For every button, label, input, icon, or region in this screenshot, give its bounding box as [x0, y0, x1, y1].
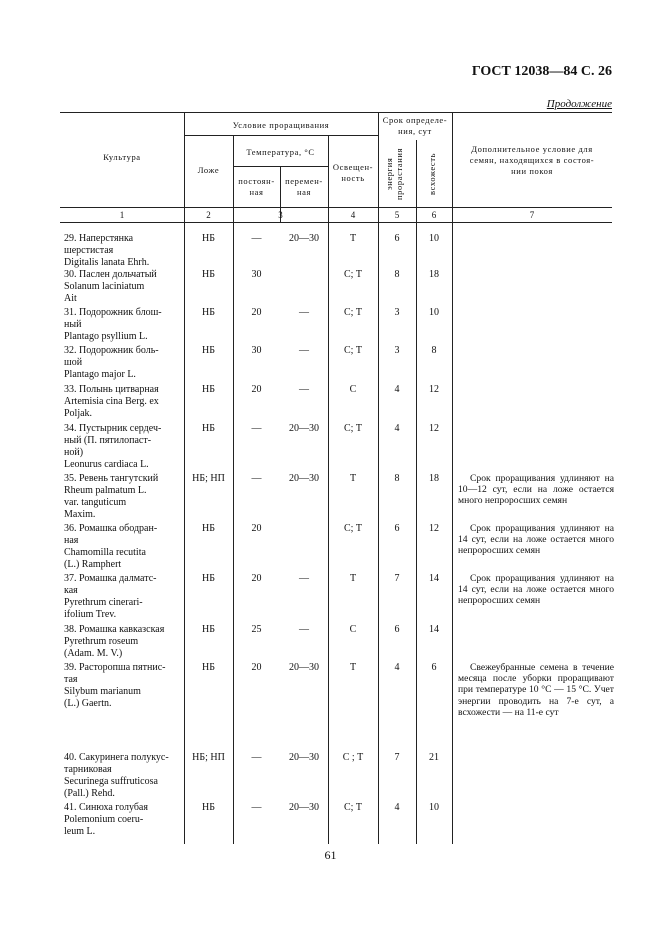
note-paragraph: Срок проращивания удлиняют на 14 сут, если на ложе остается много непроросших семян	[458, 523, 614, 557]
culture-name-line: 30. Паслен дольчатый	[64, 269, 157, 280]
lighting-cell: С; Т	[343, 523, 363, 534]
lighting-cell: Т	[349, 573, 357, 584]
culture-name-line: (Pall.) Rehd.	[64, 788, 115, 799]
culture-name-line: var. tanguticum	[64, 497, 127, 508]
constant-temp-cell: 20	[251, 307, 262, 318]
culture-name-line: 41. Синюха голубая	[64, 802, 148, 813]
bed-cell: НБ	[202, 384, 215, 395]
germination-days-cell: 12	[429, 423, 439, 434]
culture-name	[64, 423, 184, 471]
constant-header: постоян- ная	[238, 176, 275, 197]
germination-days-cell: 21	[429, 752, 439, 763]
constant-temp-cell: 30	[251, 269, 262, 280]
culture-name-line: 37. Ромашка далматс-	[64, 573, 157, 584]
energy-days-cell: 4	[394, 384, 400, 395]
bed-cell: НБ	[202, 307, 215, 318]
bed-cell: НБ; НП	[192, 752, 225, 763]
culture-name-line: Polemonium coeru-	[64, 814, 144, 825]
culture-name-line: 34. Пустырник сердеч-	[64, 423, 162, 434]
culture-name-line: Artemisia cina Berg. ex	[64, 396, 159, 407]
temperature-header: Температура, °С	[246, 147, 315, 157]
energy-days-cell: 8	[394, 473, 400, 484]
col-number-4: 4	[350, 210, 356, 220]
culture-name-line: Digitalis lanata Ehrh.	[64, 257, 150, 268]
bed-cell: НБ	[202, 233, 215, 244]
constant-temp-cell: —	[251, 423, 262, 434]
culture-name-line: Silybum marianum	[64, 686, 141, 697]
culture-header: Культура	[103, 152, 141, 162]
culture-name	[64, 233, 184, 269]
culture-name	[64, 662, 184, 710]
culture-name-line: Pyrethrum cinerari-	[64, 597, 143, 608]
constant-temp-cell: 20	[251, 384, 262, 395]
culture-name-line: Leonurus cardiaca L.	[64, 459, 149, 470]
extra-condition-note	[458, 573, 614, 607]
document-title: ГОСТ 12038—84 С. 26	[471, 64, 612, 79]
germination-days-cell: 10	[429, 802, 439, 813]
col-number-1: 1	[119, 210, 125, 220]
culture-name-line: (Adam. M. V.)	[64, 648, 123, 659]
culture-name-line: 38. Ромашка кавказская	[64, 624, 165, 635]
energy-days-cell: 7	[394, 573, 400, 584]
energy-days-cell: 3	[394, 307, 400, 318]
germination-days-cell: 8	[431, 345, 437, 356]
germination-days-cell: 10	[429, 307, 439, 318]
lighting-cell: С ; Т	[342, 752, 364, 763]
culture-name-line: Maxim.	[64, 509, 96, 520]
energy-days-cell: 4	[394, 423, 400, 434]
bed-cell: НБ	[202, 662, 215, 673]
bed-cell: НБ	[202, 423, 215, 434]
variable-temp-cell: 20—30	[289, 802, 319, 813]
culture-name-line: 40. Сакуринега полукус-	[64, 752, 169, 763]
energy-header: энергия прорастания	[384, 147, 404, 201]
culture-name-line: leum L.	[64, 826, 96, 837]
energy-days-cell: 4	[394, 662, 400, 673]
extra-condition-header: Дополнительное условие для семян, находящихся в состоя- нии покоя	[469, 144, 595, 176]
variable-temp-cell: —	[299, 573, 309, 584]
lighting-cell: С	[349, 384, 357, 395]
bed-header: Ложе	[197, 165, 220, 175]
lighting-cell: Т	[349, 662, 357, 673]
germination-days-cell: 18	[429, 269, 439, 280]
constant-temp-cell: —	[251, 802, 262, 813]
energy-days-cell: 3	[394, 345, 400, 356]
culture-name-line: Chamomilla recutita	[64, 547, 146, 558]
culture-name-line: Rheum palmatum L.	[64, 485, 147, 496]
bed-cell: НБ	[202, 269, 215, 280]
culture-name	[64, 307, 184, 343]
constant-temp-cell: 20	[251, 523, 262, 534]
culture-name-line: Pyrethrum roseum	[64, 636, 139, 647]
col-number-6: 6	[431, 210, 437, 220]
culture-name	[64, 473, 184, 521]
data-table	[60, 112, 612, 844]
lighting-cell: Т	[349, 473, 357, 484]
variable-temp-cell: 20—30	[289, 662, 319, 673]
culture-name-line: 29. Наперстянка	[64, 233, 134, 244]
term-header: Срок определе- ния, сут	[382, 115, 448, 136]
col-number-5: 5	[394, 210, 400, 220]
germination-days-cell: 10	[429, 233, 439, 244]
culture-name-line: кая	[64, 585, 78, 596]
note-paragraph: Срок проращивания удлиняют на 10—12 сут, если на ложе остается много непроросших семян	[458, 473, 614, 507]
energy-days-cell: 8	[394, 269, 400, 280]
variable-temp-cell: —	[299, 345, 309, 356]
col-number-2: 2	[206, 210, 211, 220]
germination-days-cell: 12	[429, 523, 439, 534]
lighting-cell: С	[349, 624, 357, 635]
constant-temp-cell: —	[251, 473, 262, 484]
bed-cell: НБ	[202, 345, 215, 356]
germination-header: Условие проращивания	[232, 120, 330, 130]
energy-days-cell: 6	[394, 233, 400, 244]
culture-name-line: Plantago psyllium L.	[64, 331, 148, 342]
note-paragraph: Срок проращивания удлиняют на 14 сут, если на ложе остается много непроросших семян	[458, 573, 614, 607]
culture-name-line: 32. Подорожник боль-	[64, 345, 159, 356]
culture-name-line: Ait	[64, 293, 77, 304]
variable-temp-cell: 20—30	[289, 233, 319, 244]
culture-name-line: (L.) Ramphert	[64, 559, 122, 570]
energy-days-cell: 6	[394, 523, 400, 534]
col-number-7: 7	[529, 210, 535, 220]
culture-name	[64, 573, 184, 621]
page-number: 61	[324, 848, 337, 862]
constant-temp-cell: 25	[251, 624, 262, 635]
lighting-cell: Т	[349, 233, 357, 244]
lighting-cell: С; Т	[343, 345, 363, 356]
germination-days-cell: 14	[429, 573, 439, 584]
continuation-label: Продолжение	[546, 98, 612, 110]
extra-condition-note	[458, 662, 614, 718]
culture-name	[64, 269, 184, 305]
lighting-cell: С; Т	[343, 269, 363, 280]
germ-header: всхожесть	[427, 152, 437, 196]
germination-days-cell: 14	[429, 624, 439, 635]
constant-temp-cell: 20	[251, 662, 262, 673]
culture-name	[64, 345, 184, 381]
bed-cell: НБ	[202, 624, 215, 635]
constant-temp-cell: 20	[251, 573, 262, 584]
germination-days-cell: 18	[429, 473, 439, 484]
variable-temp-cell: —	[299, 384, 309, 395]
lighting-cell: С; Т	[343, 423, 363, 434]
variable-header: перемен- ная	[285, 176, 323, 197]
culture-name	[64, 752, 184, 800]
energy-days-cell: 6	[394, 624, 400, 635]
culture-name	[64, 523, 184, 571]
energy-days-cell: 7	[394, 752, 400, 763]
extra-condition-note	[458, 523, 614, 557]
col-number-3: 3	[278, 210, 283, 220]
germination-days-cell: 6	[431, 662, 437, 673]
extra-condition-note	[458, 473, 614, 507]
culture-name	[64, 384, 184, 420]
culture-name-line: (L.) Gaertn.	[64, 698, 112, 709]
culture-name-line: 33. Полынь цитварная	[64, 384, 159, 395]
energy-days-cell: 4	[394, 802, 400, 813]
variable-temp-cell: 20—30	[289, 423, 319, 434]
culture-name-line: 35. Ревень тангутский	[64, 473, 159, 484]
bed-cell: НБ	[202, 802, 215, 813]
bed-cell: НБ	[202, 523, 215, 534]
culture-name-line: 36. Ромашка ободран-	[64, 523, 158, 534]
constant-temp-cell: —	[251, 233, 262, 244]
culture-name-line: Plantago major L.	[64, 369, 136, 380]
culture-name-line: тарниковая	[64, 764, 112, 775]
bed-cell: НБ; НП	[192, 473, 225, 484]
culture-name-line: ная	[64, 535, 79, 546]
culture-name-line: ный	[64, 319, 82, 330]
culture-name-line: Solanum laciniatum	[64, 281, 145, 292]
bed-cell: НБ	[202, 573, 215, 584]
germination-days-cell: 12	[429, 384, 439, 395]
lighting-cell: С; Т	[343, 802, 363, 813]
constant-temp-cell: —	[251, 752, 262, 763]
lighting-header: Освещен- ность	[332, 162, 374, 183]
culture-name	[64, 624, 184, 660]
culture-name	[64, 802, 184, 838]
culture-name-line: 31. Подорожник блош-	[64, 307, 162, 318]
constant-temp-cell: 30	[251, 345, 262, 356]
culture-name-line: ный (П. пятилопаст-	[64, 435, 152, 446]
culture-name-line: ной)	[64, 447, 84, 458]
culture-name-line: Securinega suffruticosa	[64, 776, 158, 787]
culture-name-line: 39. Расторопша пятнис-	[64, 662, 166, 673]
variable-temp-cell: 20—30	[289, 752, 319, 763]
culture-name-line: шой	[64, 357, 83, 368]
lighting-cell: С; Т	[343, 307, 363, 318]
variable-temp-cell: —	[299, 307, 309, 318]
culture-name-line: тая	[64, 674, 78, 685]
variable-temp-cell: —	[299, 624, 309, 635]
culture-name-line: ifolium Trev.	[64, 609, 117, 620]
culture-name-line: шерстистая	[64, 245, 114, 256]
variable-temp-cell: 20—30	[289, 473, 319, 484]
note-paragraph: Свежеубранные семена в течение месяца после уборки проращивают при температуре 10 °С — 15 °С. Учет энергии проводить на 7-е сут, а всхожести — на 11-е сут	[458, 662, 614, 718]
culture-name-line: Poljak.	[64, 408, 93, 419]
